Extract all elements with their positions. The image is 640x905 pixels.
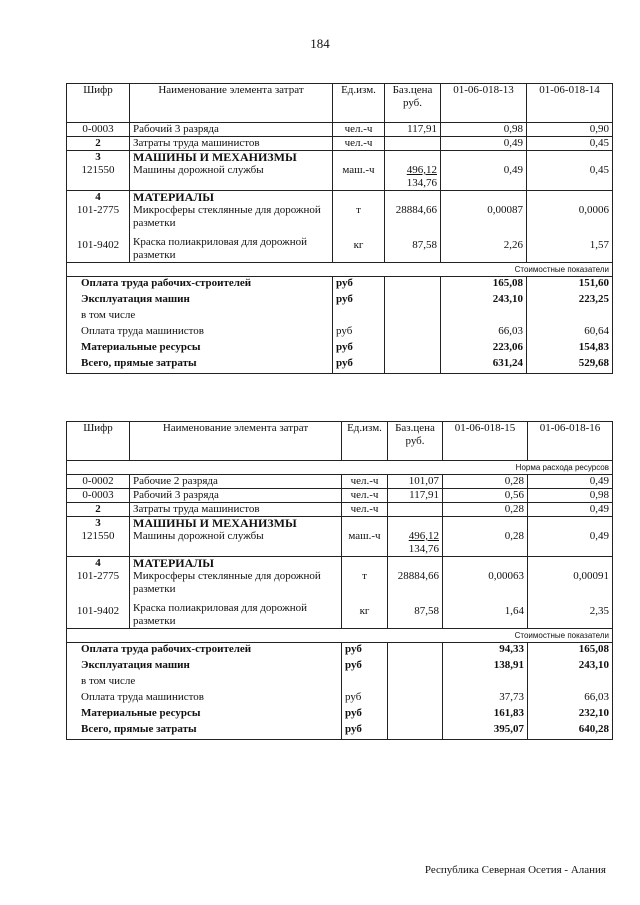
row-unit: маш.-ч xyxy=(348,530,381,542)
row-unit: т xyxy=(362,570,367,582)
row-value-2: 0,00091 xyxy=(573,570,609,582)
row-value-2: 0,90 xyxy=(527,123,613,137)
header-col1: 01-06-018-15 xyxy=(443,422,528,461)
summary-value-2: 232,10 xyxy=(528,707,613,723)
header-name: Наименование элемента затрат xyxy=(130,422,342,461)
summary-value-1: 223,06 xyxy=(441,341,527,357)
section-materials xyxy=(67,557,613,629)
row-code: 121550 xyxy=(81,530,115,542)
summary-row xyxy=(67,325,613,341)
table-row xyxy=(67,123,613,137)
subheader-row xyxy=(67,461,613,475)
header-unit: Ед.изм. xyxy=(333,84,385,123)
section-title: МАШИНЫ И МЕХАНИЗМЫ xyxy=(133,516,297,530)
section-number: 3 xyxy=(95,517,101,529)
table-row xyxy=(67,137,613,151)
summary-row xyxy=(67,723,613,740)
summary-value-2: 243,10 xyxy=(528,659,613,675)
row-value-1: 0,00063 xyxy=(488,570,524,582)
subheader-cost-indicators: Стоимостные показатели xyxy=(67,629,613,643)
row-unit: чел.-ч xyxy=(342,475,388,489)
row-value-2: 0,49 xyxy=(528,475,613,489)
summary-value-1: 395,07 xyxy=(443,723,528,740)
summary-unit: руб xyxy=(333,341,385,357)
row-name: Краска полиакриловая для дорожной разметки xyxy=(133,236,307,261)
section-title: МАШИНЫ И МЕХАНИЗМЫ xyxy=(133,150,297,164)
section-machines xyxy=(67,517,613,557)
row-unit: чел.-ч xyxy=(342,489,388,503)
row-code: 0-0002 xyxy=(67,475,130,489)
subheader-resource-norms: Норма расхода ресурсов xyxy=(67,461,613,475)
row-name: Рабочий 3 разряда xyxy=(130,489,342,503)
summary-label: Всего, прямые затраты xyxy=(67,357,333,374)
summary-row xyxy=(67,309,613,325)
summary-label: Эксплуатация машин xyxy=(67,659,342,675)
subheader-cost-indicators: Стоимостные показатели xyxy=(67,263,613,277)
header-col2: 01-06-018-16 xyxy=(528,422,613,461)
summary-label: Материальные ресурсы xyxy=(67,341,333,357)
header-price: Баз.цена руб. xyxy=(385,84,441,123)
summary-row xyxy=(67,691,613,707)
row-price: 117,91 xyxy=(388,489,443,503)
summary-unit: руб xyxy=(342,707,388,723)
row-value-2: 0,45 xyxy=(589,164,609,176)
row-code: 121550 xyxy=(81,164,115,176)
row-unit: кг xyxy=(359,605,370,617)
summary-value-2: 66,03 xyxy=(528,691,613,707)
subheader-row xyxy=(67,629,613,643)
row-value-1: 0,49 xyxy=(503,164,523,176)
row-price: 101,07 xyxy=(388,475,443,489)
row-value-2: 1,57 xyxy=(589,239,609,251)
section-number: 4 xyxy=(95,191,101,203)
section-machines xyxy=(67,151,613,191)
header-col2: 01-06-018-14 xyxy=(527,84,613,123)
row-price: 28884,66 xyxy=(395,204,437,216)
summary-label: Оплата труда рабочих-строителей xyxy=(67,643,342,660)
summary-value-1: 165,08 xyxy=(441,277,527,294)
summary-value-1: 243,10 xyxy=(441,293,527,309)
section-title: МАТЕРИАЛЫ xyxy=(133,190,214,204)
summary-value-2: 529,68 xyxy=(527,357,613,374)
table-row xyxy=(67,475,613,489)
summary-value-1: 94,33 xyxy=(443,643,528,660)
summary-unit: руб xyxy=(333,325,385,341)
summary-value-2: 151,60 xyxy=(527,277,613,294)
row-value-1: 0,28 xyxy=(443,503,528,517)
row-name: Рабочие 2 разряда xyxy=(130,475,342,489)
row-value-2: 0,49 xyxy=(589,530,609,542)
row-value-1: 0,56 xyxy=(443,489,528,503)
table-header-row xyxy=(67,422,613,461)
row-name: Затраты труда машинистов xyxy=(130,503,342,517)
summary-row xyxy=(67,675,613,691)
section-title: МАТЕРИАЛЫ xyxy=(133,556,214,570)
row-value-1: 0,28 xyxy=(504,530,524,542)
row-unit: маш.-ч xyxy=(342,164,375,176)
row-price-2: 134,76 xyxy=(408,543,439,555)
row-price: 87,58 xyxy=(414,605,439,617)
header-code: Шифр xyxy=(67,84,130,123)
summary-value-2: 223,25 xyxy=(527,293,613,309)
summary-row xyxy=(67,357,613,374)
cost-table-1 xyxy=(66,83,613,374)
summary-value-1: 161,83 xyxy=(443,707,528,723)
row-value-2: 2,35 xyxy=(589,605,609,617)
row-value-2: 0,49 xyxy=(528,503,613,517)
summary-label: Всего, прямые затраты xyxy=(67,723,342,740)
row-name: Краска полиакриловая для дорожной разметки xyxy=(133,602,307,627)
row-value-1: 0,49 xyxy=(441,137,527,151)
summary-value-2: 154,83 xyxy=(527,341,613,357)
row-unit: кг xyxy=(353,239,364,251)
row-name: Машины дорожной службы xyxy=(133,530,264,542)
row-name: Затраты труда машинистов xyxy=(130,137,333,151)
header-col1: 01-06-018-13 xyxy=(441,84,527,123)
subheader-row xyxy=(67,263,613,277)
header-price: Баз.цена руб. xyxy=(388,422,443,461)
row-price xyxy=(385,137,441,151)
row-price: 87,58 xyxy=(412,239,437,251)
section-materials xyxy=(67,191,613,263)
summary-value-2: 165,08 xyxy=(528,643,613,660)
row-code: 2 xyxy=(67,503,130,517)
summary-unit: руб xyxy=(342,691,388,707)
summary-row xyxy=(67,643,613,660)
summary-label: Оплата труда машинистов xyxy=(67,325,333,341)
page-footer: Республика Северная Осетия - Алания xyxy=(424,864,606,876)
row-code: 101-2775 xyxy=(76,204,120,216)
summary-unit: руб xyxy=(333,293,385,309)
row-price: 28884,66 xyxy=(397,570,439,582)
row-value-1: 1,64 xyxy=(504,605,524,617)
row-name: Рабочий 3 разряда xyxy=(130,123,333,137)
section-number: 4 xyxy=(95,557,101,569)
row-name: Микросферы стеклянные для дорожной разметки xyxy=(133,570,321,595)
row-value-1: 0,00087 xyxy=(487,204,523,216)
summary-value-1: 66,03 xyxy=(441,325,527,341)
summary-value-2: 640,28 xyxy=(528,723,613,740)
row-name: Микросферы стеклянные для дорожной разметки xyxy=(133,204,321,229)
summary-unit: руб xyxy=(333,357,385,374)
summary-unit: руб xyxy=(333,277,385,294)
summary-label: Оплата труда машинистов xyxy=(67,691,342,707)
header-name: Наименование элемента затрат xyxy=(130,84,333,123)
summary-label: Эксплуатация машин xyxy=(67,293,333,309)
row-unit: чел.-ч xyxy=(333,123,385,137)
row-unit: чел.-ч xyxy=(333,137,385,151)
row-value-2: 0,0006 xyxy=(578,204,609,216)
row-value-2: 0,98 xyxy=(528,489,613,503)
row-code: 0-0003 xyxy=(67,123,130,137)
summary-value-1: 138,91 xyxy=(443,659,528,675)
row-name: Машины дорожной службы xyxy=(133,164,264,176)
row-price: 117,91 xyxy=(385,123,441,137)
summary-unit: руб xyxy=(342,659,388,675)
row-unit: чел.-ч xyxy=(342,503,388,517)
page-number: 184 xyxy=(310,36,330,51)
section-number: 3 xyxy=(95,151,101,163)
table-row xyxy=(67,489,613,503)
summary-value-1: 631,24 xyxy=(441,357,527,374)
row-value-1: 2,26 xyxy=(503,239,523,251)
cost-table-2 xyxy=(66,421,613,740)
row-code: 2 xyxy=(67,137,130,151)
summary-row xyxy=(67,659,613,675)
summary-unit: руб xyxy=(342,723,388,740)
summary-label: Материальные ресурсы xyxy=(67,707,342,723)
summary-row xyxy=(67,707,613,723)
header-unit: Ед.изм. xyxy=(342,422,388,461)
summary-value-1: 37,73 xyxy=(443,691,528,707)
summary-row xyxy=(67,277,613,294)
row-unit: т xyxy=(356,204,361,216)
summary-label: в том числе xyxy=(67,675,342,691)
row-price: 496,12 xyxy=(406,164,437,176)
row-price xyxy=(388,503,443,517)
row-value-1: 0,28 xyxy=(443,475,528,489)
summary-unit: руб xyxy=(342,643,388,660)
row-price-2: 134,76 xyxy=(406,177,437,189)
row-code: 101-9402 xyxy=(76,239,120,251)
summary-label: Оплата труда рабочих-строителей xyxy=(67,277,333,294)
summary-value-2: 60,64 xyxy=(527,325,613,341)
summary-label: в том числе xyxy=(67,309,333,325)
row-code: 0-0003 xyxy=(67,489,130,503)
row-value-1: 0,98 xyxy=(441,123,527,137)
summary-row xyxy=(67,293,613,309)
row-code: 101-2775 xyxy=(76,570,120,582)
table-row xyxy=(67,503,613,517)
summary-row xyxy=(67,341,613,357)
header-code: Шифр xyxy=(67,422,130,461)
row-value-2: 0,45 xyxy=(527,137,613,151)
table-header-row xyxy=(67,84,613,123)
row-code: 101-9402 xyxy=(76,605,120,617)
row-price: 496,12 xyxy=(408,530,439,542)
